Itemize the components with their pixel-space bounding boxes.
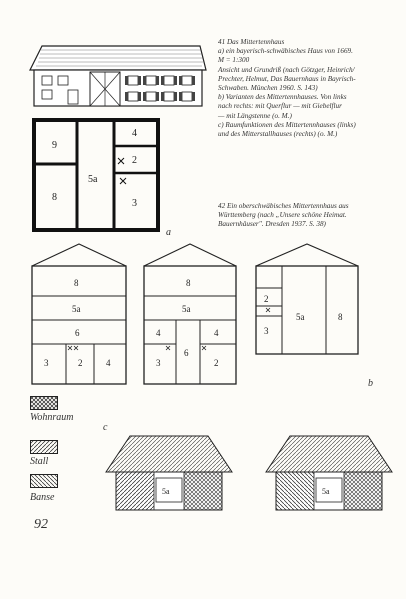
room-5a: 5a <box>162 487 170 496</box>
room-4: 4 <box>132 128 137 139</box>
room-3: 3 <box>132 198 137 209</box>
room-5a: 5a <box>72 304 81 314</box>
caption-41-line: a) ein bayerisch-schwäbisches Haus von 1669. <box>218 47 353 56</box>
caption-41-line: c) Raumfunktionen des Mittertennhauses (links) <box>218 120 356 129</box>
room-2: 2 <box>132 155 137 166</box>
room-functions-mittertennhaus <box>104 432 234 512</box>
legend-swatch-banse <box>30 474 58 488</box>
caption-41-line: Ansicht und Grundriß (nach Götzger, Heinrich/ <box>218 65 355 74</box>
caption-41-line: Prechter, Helmut, Das Bauernhaus in Bayrisch- <box>218 74 356 83</box>
room-8: 8 <box>186 278 191 288</box>
room-5a: 5a <box>88 174 98 185</box>
room-6: 6 <box>75 328 80 338</box>
legend-label-banse: Banse <box>30 492 55 503</box>
room-4: 4 <box>214 328 219 338</box>
caption-41-line: nach rechts: mit Querflur — mit Giebelflur <box>218 102 342 111</box>
caption-41-line: und des Mitterstallhauses (rechts) (o. M.) <box>218 130 338 139</box>
caption-41-line: b) Varianten des Mittertennhauses. Von links <box>218 93 347 102</box>
caption-41-line: M = 1:300 <box>218 56 250 65</box>
figure-letter-c: c <box>103 422 108 433</box>
caption-42 <box>218 202 403 230</box>
variant-giebelflur <box>142 242 238 386</box>
floor-plan-a <box>32 118 160 232</box>
room-4: 4 <box>156 328 161 338</box>
caption-41 <box>218 38 403 139</box>
room-functions-mitterstallhaus <box>264 432 394 512</box>
legend-label-stall: Stall <box>30 456 49 467</box>
room-5a: 5a <box>322 487 330 496</box>
variant-querflur <box>30 242 128 386</box>
figure-letter-b: b <box>368 378 373 389</box>
caption-41-line: 41 Das Mittertennhaus <box>218 38 285 46</box>
room-3: 3 <box>44 358 49 368</box>
legend-label-wohnraum: Wohnraum <box>30 412 74 423</box>
room-5a: 5a <box>296 312 305 322</box>
legend-swatch-wohnraum <box>30 396 58 410</box>
figure-letter-a: a <box>166 227 171 238</box>
caption-41-line: — mit Längstenne (o. M.) <box>218 111 292 120</box>
room-6: 6 <box>184 348 189 358</box>
room-2: 2 <box>214 358 219 368</box>
room-2: 2 <box>78 358 83 368</box>
room-2: 2 <box>264 294 269 304</box>
room-8: 8 <box>338 312 343 322</box>
house-elevation-drawing <box>28 40 208 108</box>
caption-41-line: Schwaben. München 1960. S. 143) <box>218 84 318 93</box>
room-8: 8 <box>52 192 57 203</box>
room-3: 3 <box>264 326 269 336</box>
room-8: 8 <box>74 278 79 288</box>
caption-42-line: Württemberg (nach „Unsere schöne Heimat. <box>218 211 347 220</box>
room-9: 9 <box>52 140 57 151</box>
variant-laengstenne <box>254 242 360 356</box>
room-4: 4 <box>106 358 111 368</box>
page-number: 92 <box>34 517 48 532</box>
caption-42-line: Bauernhäuser". Dresden 1937. S. 38) <box>218 220 326 229</box>
room-3: 3 <box>156 358 161 368</box>
room-5a: 5a <box>182 304 191 314</box>
caption-42-line: 42 Ein oberschwäbisches Mittertennhaus aus <box>218 202 349 210</box>
legend-swatch-stall <box>30 440 58 454</box>
